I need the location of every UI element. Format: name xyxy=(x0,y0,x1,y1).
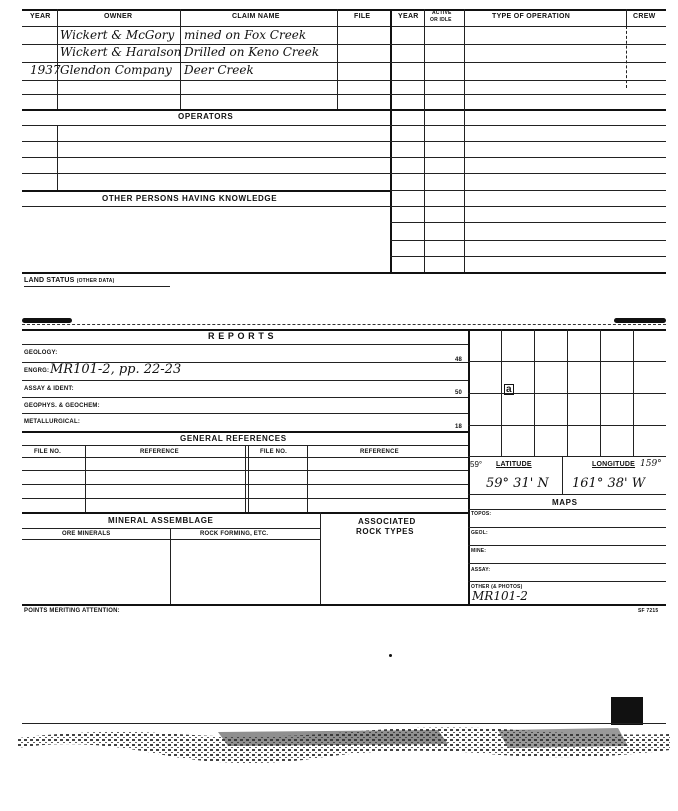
section-line xyxy=(22,431,468,433)
latitude-label: LATITUDE xyxy=(496,461,532,468)
row-line xyxy=(22,413,468,414)
rock-forming-header: ROCK FORMING, ETC. xyxy=(200,531,269,537)
row-line xyxy=(22,528,320,529)
mineral-assemblage-title: MINERAL ASSEMBLAGE xyxy=(108,516,214,525)
reports-bottom-border xyxy=(22,604,666,606)
entry-claim: Deer Creek xyxy=(184,63,254,77)
geology-label: GEOLOGY: xyxy=(24,350,58,356)
ore-minerals-header: ORE MINERALS xyxy=(62,531,111,537)
reference-header-2: REFERENCE xyxy=(360,449,399,455)
grid-line xyxy=(468,425,666,426)
metallurgical-label: METALLURGICAL: xyxy=(24,419,81,425)
mine-label: MINE: xyxy=(471,548,487,554)
grid-number: 50 xyxy=(455,390,463,396)
row-line xyxy=(390,206,666,207)
row-line xyxy=(390,240,666,241)
grid-line xyxy=(468,456,666,457)
other-persons-label: OTHER PERSONS HAVING KNOWLEDGE xyxy=(102,194,278,203)
row-line xyxy=(390,62,666,63)
scan-black-block xyxy=(611,697,643,725)
row-line xyxy=(468,563,666,564)
header-active: ACTIVE xyxy=(432,10,452,16)
col-line xyxy=(248,445,249,512)
entry-claim: Drilled on Keno Creek xyxy=(184,45,320,59)
col-line xyxy=(464,9,465,26)
section-line xyxy=(22,109,390,111)
other-photos-label: OTHER (& PHOTOS) xyxy=(471,584,523,590)
row-line xyxy=(468,545,666,546)
row-line xyxy=(22,539,320,540)
header-file: FILE xyxy=(354,13,371,20)
latitude-prefix: 59° xyxy=(470,460,483,469)
col-line xyxy=(464,26,465,272)
grid-line xyxy=(468,393,666,394)
row-line xyxy=(390,109,666,111)
geophys-label: GEOPHYS. & GEOCHEM: xyxy=(24,403,100,409)
land-status-text: LAND STATUS xyxy=(24,277,75,284)
row-line xyxy=(390,222,666,223)
header-claim-name: CLAIM NAME xyxy=(232,13,280,20)
header-or-idle: OR IDLE xyxy=(430,17,452,23)
row-line xyxy=(468,581,666,582)
entry-owner: Glendon Company xyxy=(60,63,172,77)
row-line xyxy=(390,256,666,257)
header-year: YEAR xyxy=(30,13,51,20)
col-line xyxy=(626,26,627,88)
engrg-value: MR101-2, pp. 22-23 xyxy=(50,362,182,377)
grid-number: 48 xyxy=(455,357,463,363)
top-border xyxy=(22,9,666,11)
col-line xyxy=(245,445,246,512)
row-line xyxy=(22,344,468,345)
entry-owner: Wickert & McGory xyxy=(60,28,175,42)
col-line xyxy=(320,512,321,604)
row-line xyxy=(390,141,666,142)
col-line xyxy=(57,9,58,26)
scan-noise-band xyxy=(18,724,670,774)
points-meriting-attention-label: POINTS MERITING ATTENTION: xyxy=(24,608,120,614)
row-line xyxy=(22,125,390,126)
section-line xyxy=(22,190,390,192)
latitude-value: 59° 31' N xyxy=(486,476,549,491)
row-line xyxy=(22,157,390,158)
reports-title: R E P O R T S xyxy=(208,331,275,341)
col-line xyxy=(307,445,308,512)
row-line xyxy=(468,509,666,510)
col-line xyxy=(424,26,425,272)
row-line xyxy=(22,94,390,95)
row-line xyxy=(390,44,666,45)
bottom-line xyxy=(22,272,666,274)
form-code: SF 7215 xyxy=(638,608,659,614)
entry-year: 1937 xyxy=(30,63,61,77)
row-line xyxy=(22,397,468,398)
row-line xyxy=(390,157,666,158)
header-type-of-operation: TYPE OF OPERATION xyxy=(492,13,571,20)
row-line xyxy=(22,380,468,381)
land-status-underline xyxy=(24,286,170,287)
maps-title: MAPS xyxy=(552,498,578,507)
dash-line xyxy=(22,324,666,325)
rock-types-label: ROCK TYPES xyxy=(356,527,415,536)
row-line xyxy=(22,206,390,207)
row-line xyxy=(390,94,666,95)
general-references-title: GENERAL REFERENCES xyxy=(180,434,287,443)
col-line xyxy=(180,26,181,109)
land-status-label xyxy=(24,277,114,284)
scan-smudge xyxy=(614,318,666,323)
col-line xyxy=(57,125,58,190)
scan-smudge xyxy=(22,318,72,323)
header-crew: CREW xyxy=(633,13,656,20)
section-line xyxy=(22,512,468,514)
col-line xyxy=(180,9,181,26)
col-line xyxy=(626,9,627,26)
header-year-2: YEAR xyxy=(398,13,419,20)
col-line xyxy=(170,528,171,604)
row-line xyxy=(22,173,390,174)
land-status-sub: (OTHER DATA) xyxy=(76,278,115,284)
row-line xyxy=(390,80,666,81)
topos-label: TOPOS: xyxy=(471,511,492,517)
row-line xyxy=(390,173,666,174)
engrg-label: ENGRG: xyxy=(24,368,50,374)
row-line xyxy=(390,125,666,126)
file-no-header-2: FILE NO. xyxy=(260,449,287,455)
row-line xyxy=(22,80,390,81)
row-line xyxy=(468,494,666,495)
file-no-header: FILE NO. xyxy=(34,449,61,455)
reference-header: REFERENCE xyxy=(140,449,179,455)
operators-label: OPERATORS xyxy=(178,112,234,121)
grid-mark: a xyxy=(506,384,512,395)
header-bottom-line xyxy=(22,26,666,27)
row-line xyxy=(22,141,390,142)
longitude-suffix: 159° xyxy=(640,459,662,469)
reports-top-border xyxy=(22,329,666,331)
assay-label: ASSAY & IDENT: xyxy=(24,386,74,392)
other-photos-value: MR101-2 xyxy=(472,589,528,603)
col-line xyxy=(337,26,338,109)
grid-line xyxy=(468,361,666,362)
entry-owner: Wickert & Haralson xyxy=(60,45,182,59)
coord-divider xyxy=(562,456,563,494)
header-owner: OWNER xyxy=(104,13,133,20)
col-line xyxy=(85,445,86,512)
longitude-label: LONGITUDE xyxy=(592,461,636,468)
grid-number: 18 xyxy=(455,424,463,430)
assay-map-label: ASSAY: xyxy=(471,567,491,573)
row-line xyxy=(390,190,666,191)
col-line xyxy=(424,9,425,26)
row-line xyxy=(468,527,666,528)
longitude-value: 161° 38' W xyxy=(572,476,646,491)
col-line xyxy=(337,9,338,26)
associated-label: ASSOCIATED xyxy=(358,517,416,526)
scan-dot xyxy=(389,654,392,657)
entry-claim: mined on Fox Creek xyxy=(184,28,307,42)
geol-label: GEOL: xyxy=(471,530,488,536)
